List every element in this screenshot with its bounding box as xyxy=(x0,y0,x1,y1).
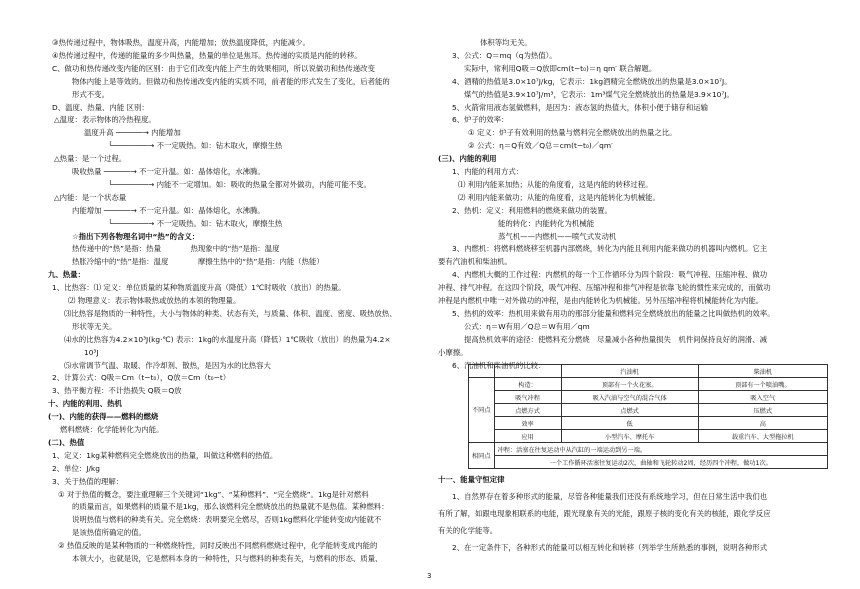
text-line: 冲程、排气冲程。在这四个阶段，吸气冲程、压缩冲程和排气冲程是依靠飞轮的惯性来完成的，而做功 xyxy=(438,283,771,293)
table-cell: 点燃式 xyxy=(561,404,698,417)
text-line: └────────→ 不一定吸热。如：钻木取火，摩擦生热 xyxy=(108,141,283,151)
text-line: 3、内燃机：将燃料燃烧移至机器内部燃烧，转化为内能且利用内能来做功的机器叫内燃机。它主 xyxy=(452,244,768,254)
text-line: ⑷水的比热容为4.2×10³J(kg·℃) 表示：1kg的水温度升高（降低）1℃吸收（放出）的热量为4.2× xyxy=(64,334,391,344)
text-line: 小摩擦。 xyxy=(438,347,468,357)
text-line: 蒸气机——内燃机——喷气式发动机 xyxy=(498,231,617,241)
text-line: 公式：η＝W有用／Q总＝W有用／qm xyxy=(464,321,590,331)
text-line: 热传递中的“热”是指：热量 热现象中的“热”是指：温度 xyxy=(72,244,280,254)
table-header-cell xyxy=(469,365,495,378)
text-line: ① 对于热值的概念，要注重理解三个关键词“1kg”、“某种燃料”、“完全燃烧”。1kg是针对燃料 xyxy=(58,489,369,499)
text-line: 6、炉子的效率： xyxy=(452,115,509,125)
table-row xyxy=(469,443,828,456)
table-cell: 小型汽车、摩托车 xyxy=(561,430,698,443)
table-row xyxy=(469,456,828,469)
text-line: 1、内能的利用方式： xyxy=(452,167,524,176)
text-line: 有关的化学能等。 xyxy=(438,526,498,535)
text-line: 1、定义：1kg某种燃料完全燃烧放出的热量，叫做这种燃料的热值。 xyxy=(52,450,278,460)
text-line: 燃料燃烧：化学能转化为内能。 xyxy=(60,425,164,434)
text-line: C、做功和热传递改变内能的区别：由于它们改变内能上产生的效果相同，所以说做功和热传递改变 xyxy=(52,63,375,73)
text-line: 说明热值与燃料的种类有关。完全燃烧：表明要完全燃尽，否则1kg燃料化学能转变成内能就不 xyxy=(72,515,382,525)
text-line: (二)、热值 xyxy=(48,437,85,447)
text-line: 提高热机效率的途径：使燃料充分燃烧 尽量减小各种热量损失 机件间保持良好的润滑、减 xyxy=(464,334,768,344)
table-row xyxy=(469,391,828,404)
text-line: 的质量而言，如果燃料的质量不是1kg，那么该燃料完全燃烧放出的热量就不是热值。某种燃料： xyxy=(72,502,389,512)
text-line: 本领大小，也就是说，它是燃料本身的一种特性，只与燃料的种类有关，与燃料的形态、质量、 xyxy=(72,554,383,563)
text-line: (一)、内能的获得——燃料的燃烧 xyxy=(48,412,159,422)
table-cell: 一个工作循环活塞往复运动2次，曲轴和飞轮转动2周，经历四个冲程，做功1次。 xyxy=(494,456,827,469)
text-line: ⑸水常调节气温、取暖、作冷却剂、散热，是因为水的比热容大 xyxy=(64,360,271,370)
table-row xyxy=(469,417,828,430)
text-line: 形式不变。 xyxy=(72,89,109,99)
text-line: 十、内能的利用、热机 xyxy=(48,399,122,409)
text-line: 是该热值所确定的值。 xyxy=(72,528,146,538)
text-line: 3、关于热值的理解： xyxy=(52,476,124,486)
table-cell: 顶部有一个喷油嘴。 xyxy=(698,378,827,391)
table-cell: 低 xyxy=(561,417,698,430)
text-line: 4、内燃机大概的工作过程：内燃机的每一个工作循环分为四个阶段：吸气冲程、压缩冲程、做功 xyxy=(452,270,768,280)
text-line: 十一、能量守恒定律 xyxy=(438,475,505,484)
text-line: 温度升高 ──────→ 内能增加 xyxy=(84,128,181,138)
text-line: 有所了解，如跟电现象相联系的电能，跟光现象有关的光能，跟原子核的变化有关的核能，跟化学反应 xyxy=(438,509,771,518)
text-line: 吸收热量 ──────→ 不一定升温。如：晶体熔化，水沸腾。 xyxy=(72,167,265,176)
text-line: 物体内能上是等效的。但做功和热传递改变内能的实质不同，前者能的形式发生了变化，后者能的 xyxy=(72,76,390,86)
text-line: 内能增加 ──────→ 不一定升温。如：晶体熔化，水沸腾。 xyxy=(72,205,265,215)
text-line: 九、热量： xyxy=(48,270,85,280)
table-cell: 冲程：活塞在往复运动中从汽缸的一端运动到另一端。 xyxy=(494,443,827,456)
text-line: ☆指出下列各物理名词中“热”的含义： xyxy=(72,231,200,241)
table-cell: 吸气冲程 xyxy=(494,391,561,404)
text-line: 热胀冷缩中的“热”是指：温度 摩擦生热中的“热”是指：内能（热能） xyxy=(72,257,324,267)
text-line: 2、在一定条件下，各种形式的能量可以相互转化和转移（列举学生所熟悉的事例，说明各种形式 xyxy=(452,543,768,552)
text-line: ⑴ 利用内能来加热；从能的角度看，这是内能的转移过程。 xyxy=(458,179,653,189)
text-line: 6、汽油机和柴油机的比较： xyxy=(452,360,546,370)
table-header-cell: 柴油机 xyxy=(698,365,827,378)
text-line: ① 定义：炉子有效利用的热量与燃料完全燃烧放出的热量之比。 xyxy=(468,128,677,138)
text-line: 2、热机：定义：利用燃料的燃烧来做功的装置。 xyxy=(452,205,612,215)
text-line: △热量：是一个过程。 xyxy=(54,154,127,164)
text-line: D、温度、热量、内能 区别： xyxy=(52,102,149,112)
text-line: 10³J xyxy=(84,347,99,357)
text-line: 1、自然界存在着多种形式的能量，尽管各种能量我们还没有系统地学习，但在日常生活中我们也 xyxy=(452,492,768,501)
table-header-row xyxy=(469,365,828,378)
text-line: 冲程是内燃机中唯一对外做功的冲程，是由内能转化为机械能。另外压缩冲程将机械能转化为内能。 xyxy=(438,296,764,305)
text-line: ⑵ 利用内能来做功；从能的角度看，这是内能转化为机械能。 xyxy=(458,192,660,202)
table-cell: 高 xyxy=(698,417,827,430)
text-line: 实际中，常利用Q吸＝Q放即cm(t−t₀)＝η qm′ 联合解题。 xyxy=(464,63,657,73)
table-cell: 点燃方式 xyxy=(494,404,561,417)
text-line: 2、单位：J/kg xyxy=(52,463,100,473)
text-line: 3、公式：Q＝mq（q为热值）。 xyxy=(452,50,557,60)
text-line: 4、酒精的热值是3.0×10⁷J/kg，它表示：1kg酒精完全燃烧放出的热量是3.0×10⁷J。 xyxy=(452,76,732,86)
table-cell: 应用 xyxy=(494,430,561,443)
table-cell: 顶部有一个火花塞。 xyxy=(561,378,698,391)
table-cell: 构造： xyxy=(494,378,561,391)
text-line: ⑶比热容是物质的一种特性，大小与物体的种类、状态有关，与质量、体积、温度、密度、吸热放热、 xyxy=(64,308,397,318)
table-row xyxy=(469,404,828,417)
text-line: △内能：是一个状态量 xyxy=(54,192,127,202)
text-line: 1、比热容：⑴ 定义：单位质量的某种物质温度升高（降低）1℃时吸收（放出）的热量。 xyxy=(52,283,346,293)
text-line: △温度：表示物体的冷热程度。 xyxy=(54,115,156,125)
different-points-label: 不同点 xyxy=(469,378,495,443)
table-row xyxy=(469,378,828,391)
text-line: ⑵ 物理意义：表示物体吸热或放热的本领的物理量。 xyxy=(68,296,241,305)
table-cell: 吸入空气 xyxy=(698,391,827,404)
text-line: 能的转化：内能转化为机械能 xyxy=(498,218,595,228)
text-line: └────────→ 内能不一定增加。如：吸收的热量全都对外做功，内能可能不变。 xyxy=(108,179,371,189)
text-line: 煤气的热值是3.9×10⁷J/m³，它表示：1m³煤气完全燃烧放出的热量是3.9×10⁷J。 xyxy=(464,89,734,99)
table-cell: 压燃式 xyxy=(698,404,827,417)
table-cell: 效率 xyxy=(494,417,561,430)
engine-comparison-table xyxy=(468,364,828,469)
text-line: ③热传递过程中，物体吸热，温度升高，内能增加；放热温度降低，内能减少。 xyxy=(52,38,310,47)
text-line: 5、火箭常用液态氢做燃料，是因为：液态氢的热值大，体积小便于储存和运输 xyxy=(452,102,708,112)
page-number: 3 xyxy=(427,572,432,580)
text-line: 3、热平衡方程：不计热损失 Q吸＝Q放 xyxy=(52,386,182,396)
text-line: 2、计算公式：Q吸＝Cm（t−t₀），Q放＝Cm（t₀−t） xyxy=(52,373,231,383)
text-line: ④热传递过程中，传递的能量的多少叫热量，热量的单位是焦耳。热传递的实质是内能的转移。 xyxy=(52,50,362,60)
table-cell: 载重汽车、大型拖拉机 xyxy=(698,430,827,443)
text-line: 要有汽油机和柴油机。 xyxy=(438,257,512,267)
table-header-cell xyxy=(494,365,561,378)
text-line: └────────→ 不一定吸热。如：钻木取火，摩擦生热 xyxy=(108,218,283,228)
text-line: ② 公式：η＝Q有效／Q总＝cm(t−t₀)／qm′ xyxy=(468,141,613,151)
text-line: 体积等均无关。 xyxy=(480,38,532,47)
text-line: (三)、内能的利用 xyxy=(438,154,497,164)
table-header-cell: 汽油机 xyxy=(561,365,698,378)
table-row xyxy=(469,430,828,443)
table-cell: 吸入汽油与空气的混合气体 xyxy=(561,391,698,404)
same-points-label: 相同点 xyxy=(469,443,495,469)
text-line: 形状等无关。 xyxy=(72,321,117,331)
text-line: ② 热值反映的是某种物质的一种燃烧特性，同时反映出不同燃料燃烧过程中，化学能转变成内能的 xyxy=(58,541,378,551)
text-line: 5、热机的效率：热机用来做有用功的那部分能量和燃料完全燃烧放出的能量之比叫做热机的效率。 xyxy=(452,308,775,318)
